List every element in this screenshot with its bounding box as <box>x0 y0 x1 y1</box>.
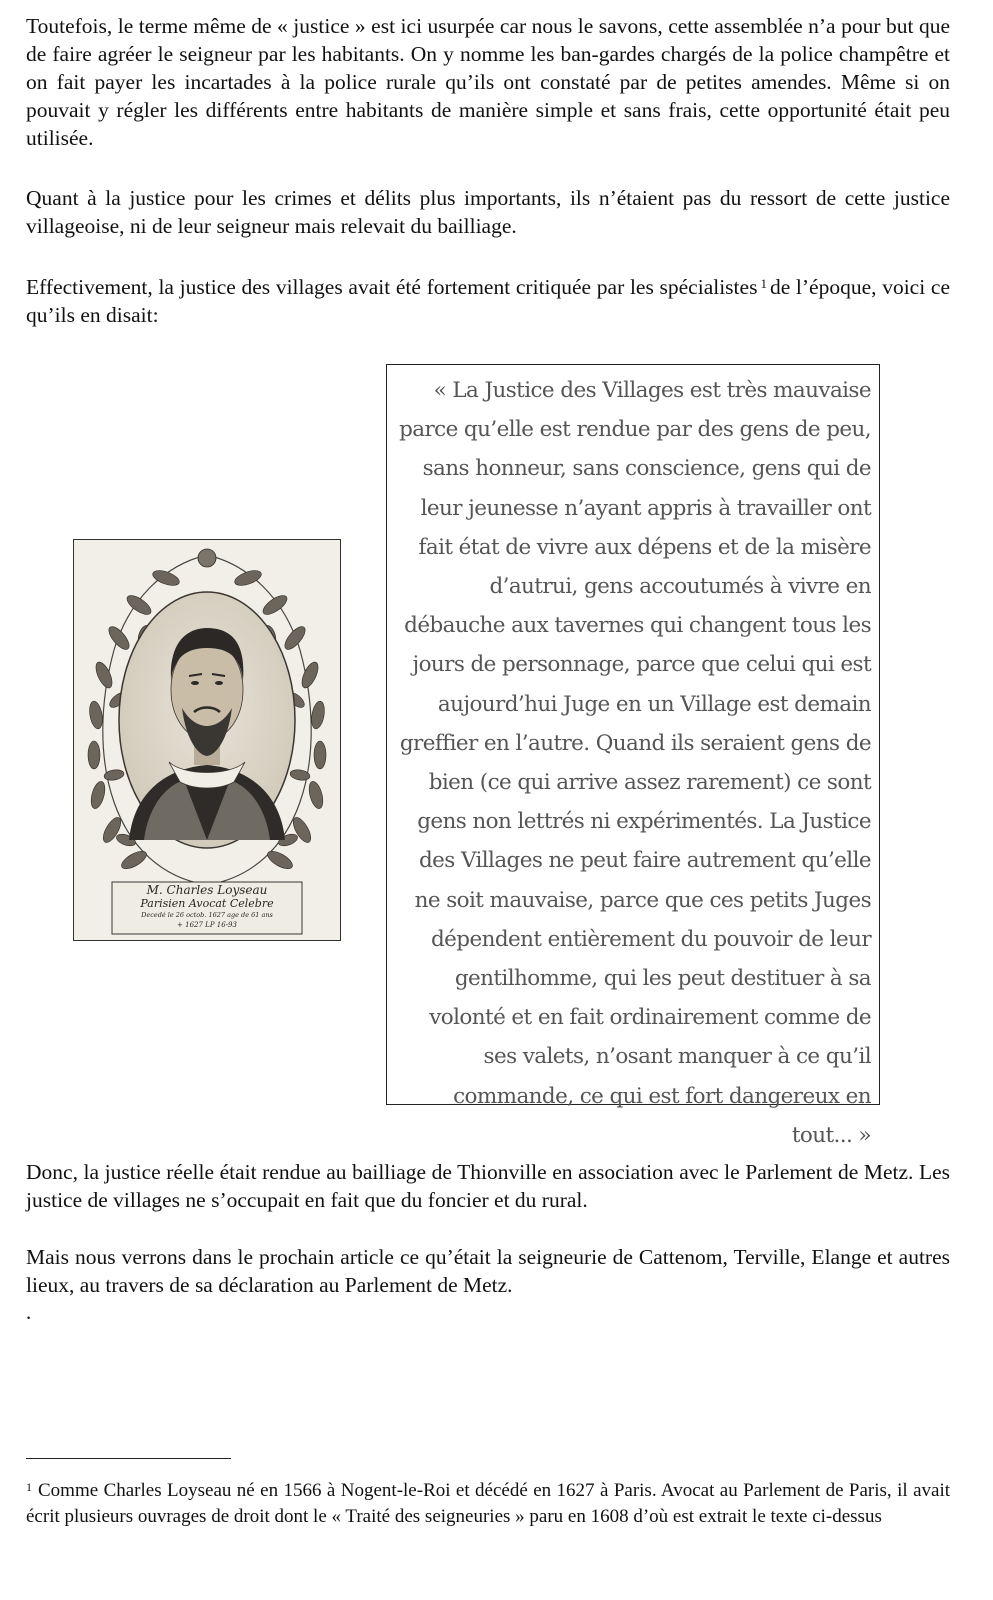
engraving-illustration <box>74 540 340 940</box>
footnote <box>26 1474 950 1530</box>
footnote-text: Comme Charles Loyseau né en 1566 à Nogent-le-Roi et décédé en 1627 à Paris. Avocat au Parlement de Paris, il avait écrit plusieurs ouvrages de droit dont le « Traité des seigneuries » paru en 1608 d’où est extrait le texte ci-dessus <box>26 1480 950 1527</box>
paragraph-justice-villageoise: Toutefois, le terme même de « justice » est ici usurpée car nous le savons, cette assemblée n’a pour but que de faire agréer le seigneur par les habitants. On y nomme les ban-gardes chargés de la police champêtre et on fait payer les incartades à la police rurale qu’ils ont constaté par de petites amendes. Même si on pouvait y régler les différents entre habitants de manière simple et sans frais, cette opportunité était peu utilisée. <box>26 14 950 150</box>
footnote-number: 1 <box>26 1480 32 1494</box>
paragraph-dot: . <box>26 1300 32 1324</box>
portrait-caption-name: M. Charles Loyseau <box>146 883 268 897</box>
paragraph-critique-text-end: de l’époque, voici ce qu’ils en disait: <box>26 275 950 327</box>
footnote-separator <box>26 1458 231 1459</box>
portrait-engraving-charles-loyseau <box>73 539 341 941</box>
paragraph-critique-specialistes <box>26 270 950 329</box>
portrait-caption-title: Parisien Avocat Celebre <box>140 897 274 910</box>
paragraph-prochain-article: Mais nous verrons dans le prochain article ce qu’était la seigneurie de Cattenom, Terville, Elange et autres lieux, au travers de sa déclaration au Parlement de Metz. <box>26 1245 950 1297</box>
portrait-caption-death: Decedé le 26 octob. 1627 age de 61 ans <box>141 911 273 919</box>
portrait-caption-ref: + 1627 LP 16-93 <box>177 921 237 929</box>
quote-text-loyseau: « La Justice des Villages est très mauvaise parce qu’elle est rendue par des gens de peu, sans honneur, sans conscience, gens qui de leur jeunesse n’ayant appris à travailler ont fait état de vivre aux dépens et de la misère d’autrui, gens accoutumés à vivre en débauche aux tavernes qui changent tous les jours de personnage, parce que celui qui est aujourd’hui Juge en un Village est demain greffier en l’autre. Quand ils seraient gens de bien (ce qui arrive assez rarement) ce sont gens non lettrés ni expérimentés. La Justice des Villages ne peut faire autrement qu’elle ne soit mauvaise, parce que ces petits Juges dépendent entièrement du pouvoir de leur gentilhomme, qui les peut destituer à sa volonté et en fait ordinairement comme de ses valets, n’osant manquer à ce qu’il commande, ce qui est fort dangereux en tout... » <box>399 378 871 1148</box>
footnote-reference[interactable]: 1 <box>760 276 767 291</box>
paragraph-bailliage-thionville: Donc, la justice réelle était rendue au bailliage de Thionville en association avec le Parlement de Metz. Les justice de villages ne s’occupait en fait que du foncier et du rural. <box>26 1160 950 1212</box>
paragraph-crimes-delits: Quant à la justice pour les crimes et délits plus importants, ils n’étaient pas du ressort de cette justice villageoise, ni de leur seigneur mais relevait du bailliage. <box>26 186 950 238</box>
portrait-caption <box>114 884 300 930</box>
quote-box <box>386 364 880 1148</box>
paragraph-critique-text-start: Effectivement, la justice des villages avait été fortement critiquée par les spécialistes <box>26 275 758 299</box>
